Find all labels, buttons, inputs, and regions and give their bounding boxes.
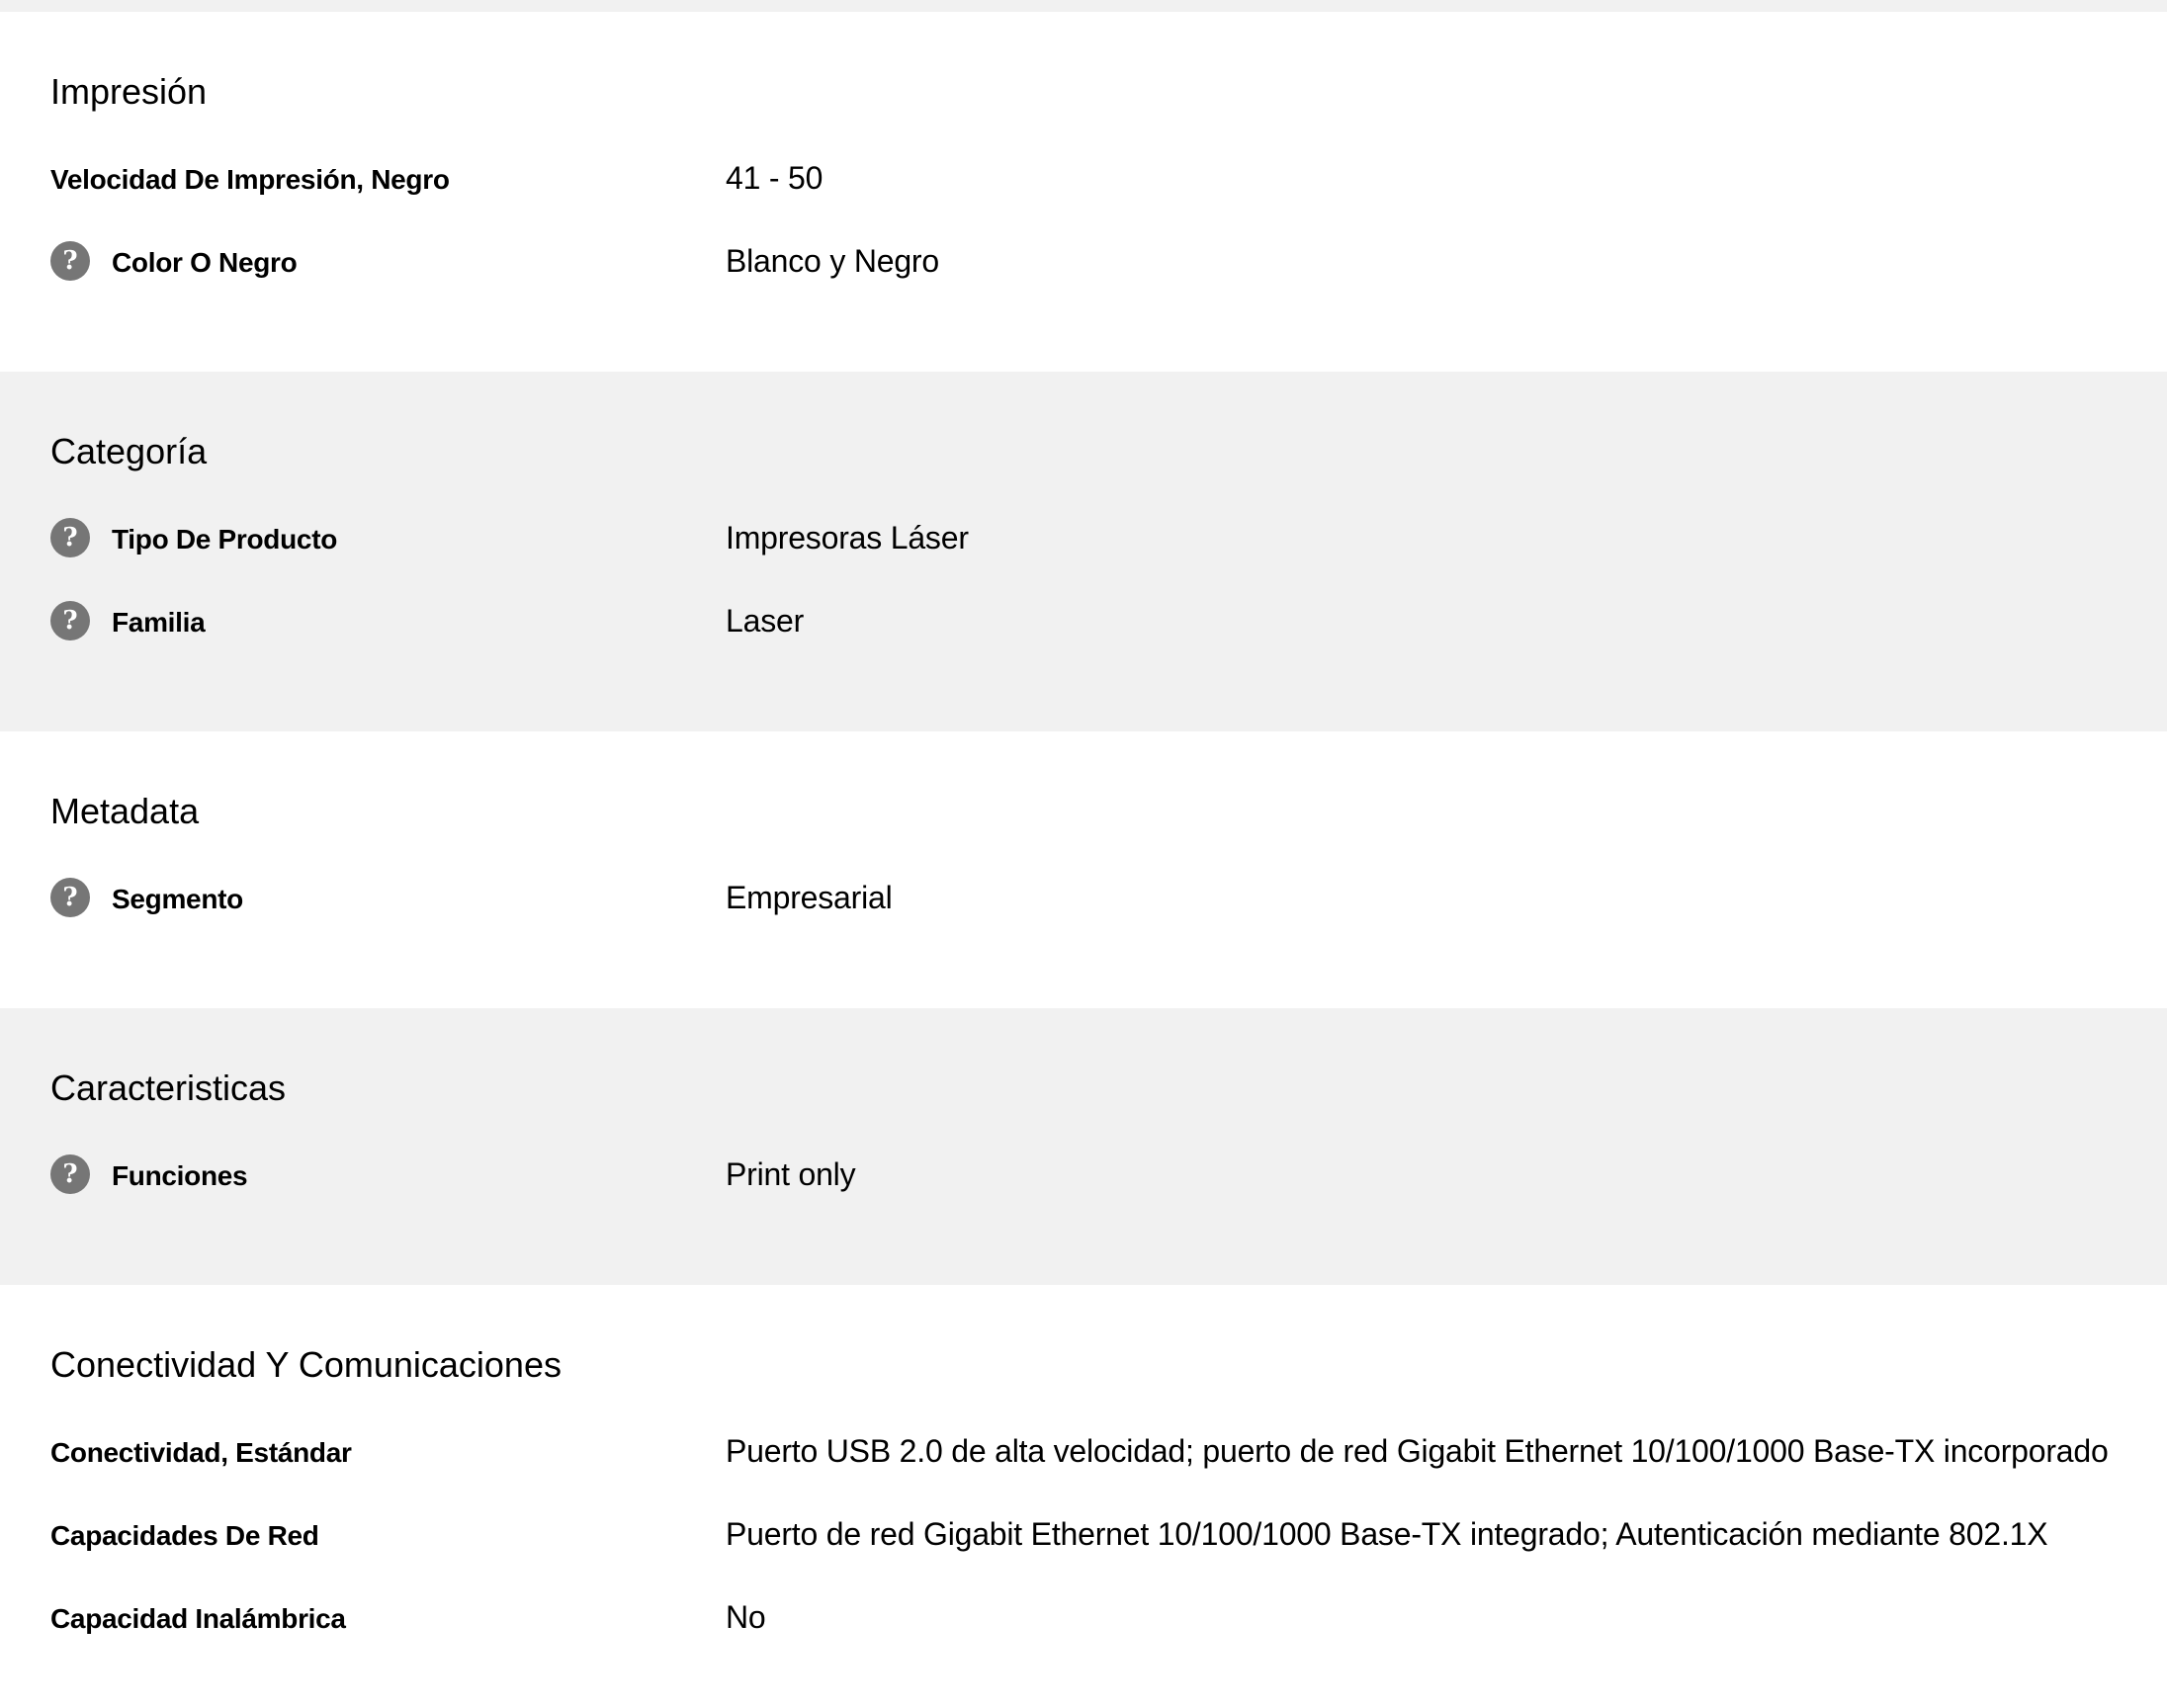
help-icon[interactable]: ? [50, 518, 90, 557]
spec-row-color [50, 227, 2117, 310]
spec-value: Print only [726, 1156, 856, 1192]
spec-row-conectividad-estandar [50, 1417, 2117, 1500]
section-title: Categoría [50, 431, 208, 471]
spec-rows [50, 1376, 2117, 1666]
spec-rows [50, 463, 2117, 670]
help-icon[interactable]: ? [50, 878, 90, 917]
help-icon[interactable]: ? [50, 241, 90, 281]
spec-label: Capacidades De Red [50, 1520, 319, 1551]
help-icon[interactable]: ? [50, 1154, 90, 1194]
spec-value: Puerto USB 2.0 de alta velocidad; puerto de red Gigabit Ethernet 10/100/1000 Base-TX incorporado [726, 1433, 2109, 1469]
spec-label: Familia [112, 607, 206, 638]
help-icon[interactable]: ? [50, 601, 90, 640]
spec-label: Velocidad De Impresión, Negro [50, 164, 450, 195]
top-strip [0, 0, 2167, 12]
section-impresion [0, 12, 2167, 372]
section-title: Caracteristicas [50, 1068, 287, 1108]
spec-row-segmento [50, 864, 2117, 947]
spec-label: Color O Negro [112, 247, 298, 278]
spec-rows [50, 103, 2117, 310]
spec-value: 41 - 50 [726, 160, 823, 196]
spec-value: No [726, 1599, 766, 1635]
section-title: Impresión [50, 71, 208, 112]
spec-rows [50, 1099, 2117, 1224]
spec-row-velocidad [50, 144, 2117, 227]
section-caracteristicas [0, 1008, 2167, 1285]
spec-label: Tipo De Producto [112, 524, 338, 555]
spec-row-tipo-producto [50, 504, 2117, 587]
spec-label: Capacidad Inalámbrica [50, 1603, 346, 1634]
spec-value: Puerto de red Gigabit Ethernet 10/100/1000 Base-TX integrado; Autenticación mediante 802.1X [726, 1516, 2048, 1552]
spec-label: Funciones [112, 1160, 248, 1191]
section-conectividad [0, 1285, 2167, 1708]
spec-row-capacidad-inalambrica [50, 1583, 2117, 1666]
spec-value: Laser [726, 603, 805, 639]
spec-label: Conectividad, Estándar [50, 1437, 352, 1468]
spec-value: Blanco y Negro [726, 243, 939, 279]
section-categoria [0, 372, 2167, 731]
spec-label: Segmento [112, 884, 243, 914]
section-title: Conectividad Y Comunicaciones [50, 1344, 562, 1385]
spec-value: Empresarial [726, 880, 893, 915]
spec-rows [50, 822, 2117, 947]
section-title: Metadata [50, 791, 200, 831]
spec-row-funciones [50, 1141, 2117, 1224]
section-metadata [0, 731, 2167, 1008]
spec-row-capacidades-red [50, 1500, 2117, 1583]
spec-value: Impresoras Láser [726, 520, 969, 555]
spec-row-familia [50, 587, 2117, 670]
